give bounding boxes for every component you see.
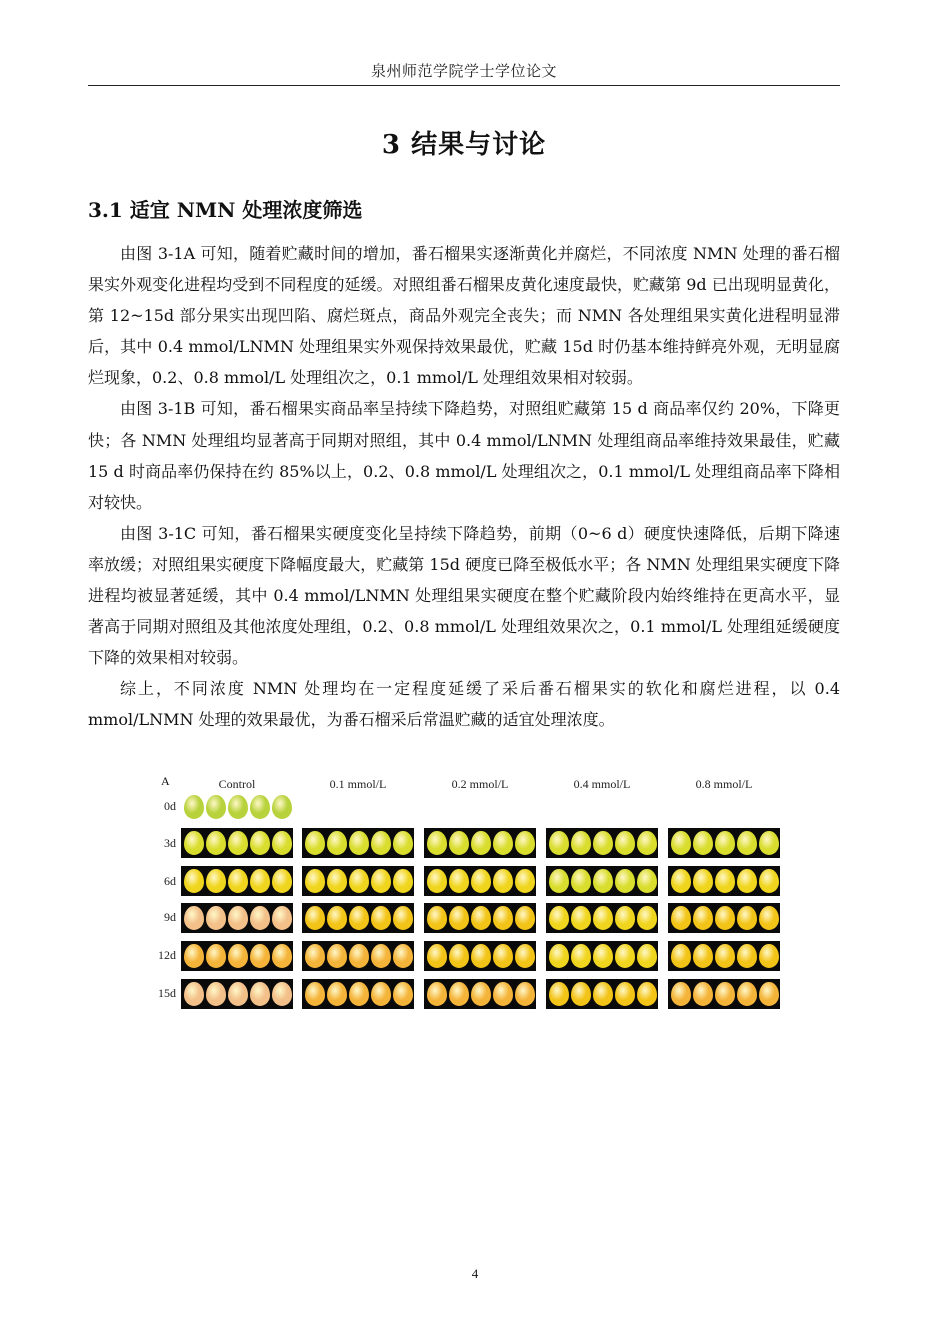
guava-fruit xyxy=(493,831,513,855)
guava-fruit xyxy=(184,795,204,819)
fruit-photo xyxy=(424,828,536,858)
guava-fruit xyxy=(184,906,204,930)
row-label: 15d xyxy=(158,986,176,1000)
guava-fruit xyxy=(305,869,325,893)
fruit-photo xyxy=(302,941,414,971)
guava-fruit xyxy=(615,869,635,893)
guava-fruit xyxy=(449,906,469,930)
column-label: Control xyxy=(218,777,256,791)
fruit-photo xyxy=(181,979,293,1009)
guava-fruit xyxy=(327,906,347,930)
guava-fruit xyxy=(206,831,226,855)
guava-fruit xyxy=(737,944,757,968)
guava-fruit xyxy=(571,944,591,968)
guava-fruit xyxy=(427,831,447,855)
guava-fruit xyxy=(371,831,391,855)
guava-fruit xyxy=(427,906,447,930)
guava-fruit xyxy=(206,795,226,819)
guava-fruit xyxy=(737,982,757,1006)
guava-fruit xyxy=(250,982,270,1006)
guava-fruit xyxy=(471,869,491,893)
fruit-photo xyxy=(181,792,293,822)
guava-fruit xyxy=(615,831,635,855)
guava-fruit xyxy=(571,906,591,930)
fruit-photo xyxy=(181,866,293,896)
guava-fruit xyxy=(615,906,635,930)
guava-fruit xyxy=(737,831,757,855)
guava-fruit xyxy=(693,906,713,930)
guava-fruit xyxy=(449,944,469,968)
fruit-photo xyxy=(181,828,293,858)
guava-fruit xyxy=(272,944,292,968)
fruit-photo xyxy=(181,941,293,971)
guava-fruit xyxy=(693,869,713,893)
guava-fruit xyxy=(715,906,735,930)
guava-fruit xyxy=(206,944,226,968)
guava-fruit xyxy=(637,906,657,930)
fruit-photo xyxy=(668,941,780,971)
fruit-photo xyxy=(302,866,414,896)
guava-fruit xyxy=(349,831,369,855)
guava-fruit xyxy=(393,944,413,968)
guava-fruit xyxy=(549,944,569,968)
fruit-photo xyxy=(546,903,658,933)
guava-fruit xyxy=(515,869,535,893)
guava-fruit xyxy=(715,982,735,1006)
row-label: 9d xyxy=(164,910,176,924)
guava-fruit xyxy=(449,831,469,855)
guava-fruit xyxy=(305,906,325,930)
guava-fruit xyxy=(327,831,347,855)
body-text xyxy=(88,238,840,736)
guava-fruit xyxy=(427,982,447,1006)
guava-fruit xyxy=(593,906,613,930)
guava-appearance-figure xyxy=(150,772,790,1017)
paragraph-4: 综上，不同浓度 NMN 处理均在一定程度延缓了采后番石榴果实的软化和腐烂进程，以 0.4 mmol/LNMN 处理的效果最优，为番石榴采后常温贮藏的适宜处理浓度。 xyxy=(88,679,840,730)
paragraph-2: 由图 3-1B 可知，番石榴果实商品率呈持续下降趋势，对照组贮藏第 15 d 商品率仅约 20%，下降更快；各 NMN 处理组均显著高于同期对照组，其中 0.4 mmol/LNMN 处理组商品率维持效果最佳，贮藏 15 d 时商品率仍保持在约 85%以上，0.2、0.8 mmol/L 处理组次之，0.1 mmol/L 处理组商品率下降相对较快。 xyxy=(88,399,840,512)
fruit-photo xyxy=(546,979,658,1009)
guava-fruit xyxy=(715,831,735,855)
fruit-photo xyxy=(424,941,536,971)
fruit-photo xyxy=(302,903,414,933)
guava-fruit xyxy=(228,869,248,893)
guava-fruit xyxy=(427,944,447,968)
guava-fruit xyxy=(250,906,270,930)
guava-fruit xyxy=(737,869,757,893)
guava-fruit xyxy=(693,944,713,968)
guava-fruit xyxy=(206,982,226,1006)
guava-fruit xyxy=(471,906,491,930)
guava-fruit xyxy=(272,982,292,1006)
guava-fruit xyxy=(393,982,413,1006)
guava-fruit xyxy=(493,869,513,893)
guava-fruit xyxy=(671,869,691,893)
guava-fruit xyxy=(515,982,535,1006)
guava-fruit xyxy=(371,982,391,1006)
guava-fruit xyxy=(715,869,735,893)
guava-fruit xyxy=(228,795,248,819)
fruit-photo xyxy=(546,828,658,858)
guava-fruit xyxy=(471,831,491,855)
header-rule xyxy=(88,85,840,86)
guava-fruit xyxy=(349,869,369,893)
guava-fruit xyxy=(759,831,779,855)
fruit-photo xyxy=(302,828,414,858)
guava-fruit xyxy=(371,906,391,930)
guava-fruit xyxy=(206,869,226,893)
guava-fruit xyxy=(349,944,369,968)
fruit-photo xyxy=(668,903,780,933)
guava-fruit xyxy=(228,831,248,855)
guava-fruit xyxy=(593,944,613,968)
guava-fruit xyxy=(305,982,325,1006)
guava-fruit xyxy=(593,982,613,1006)
guava-fruit xyxy=(693,982,713,1006)
fruit-photo xyxy=(546,866,658,896)
section-title: 3.1 适宜 NMN 处理浓度筛选 xyxy=(88,198,363,222)
guava-fruit xyxy=(571,982,591,1006)
guava-fruit xyxy=(449,982,469,1006)
guava-fruit xyxy=(228,906,248,930)
guava-fruit xyxy=(305,944,325,968)
guava-fruit xyxy=(515,906,535,930)
guava-fruit xyxy=(671,982,691,1006)
guava-fruit xyxy=(371,869,391,893)
guava-fruit xyxy=(393,831,413,855)
row-label: 3d xyxy=(164,836,176,850)
column-label: 0.1 mmol/L xyxy=(329,777,387,791)
guava-fruit xyxy=(493,944,513,968)
row-label: 12d xyxy=(158,948,176,962)
guava-fruit xyxy=(493,906,513,930)
guava-fruit xyxy=(272,795,292,819)
guava-fruit xyxy=(671,906,691,930)
guava-fruit xyxy=(371,944,391,968)
guava-fruit xyxy=(759,982,779,1006)
guava-fruit xyxy=(737,906,757,930)
guava-fruit xyxy=(272,906,292,930)
paragraph-3: 由图 3-1C 可知，番石榴果实硬度变化呈持续下降趋势，前期（0~6 d）硬度快速降低，后期下降速率放缓；对照组果实硬度下降幅度最大，贮藏第 15d 硬度已降至极低水平；各 NMN 处理组果实硬度下降进程均被显著延缓，其中 0.4 mmol/LNMN 处理组果实硬度在整个贮藏阶段内始终维持在更高水平，显著高于同期对照组及其他浓度处理组，0.2、0.8 mmol/L 处理组效果次之，0.1 mmol/L 处理组延缓硬度下降的效果相对较弱。 xyxy=(88,523,840,668)
column-label: 0.2 mmol/L xyxy=(451,777,509,791)
guava-fruit xyxy=(449,869,469,893)
guava-fruit xyxy=(571,831,591,855)
running-header: 泉州师范学院学士学位论文 xyxy=(370,62,557,80)
guava-fruit xyxy=(515,831,535,855)
guava-fruit xyxy=(759,869,779,893)
guava-fruit xyxy=(637,944,657,968)
page-number: 4 xyxy=(471,1266,479,1281)
fruit-photo xyxy=(668,828,780,858)
guava-fruit xyxy=(671,944,691,968)
row-label: 0d xyxy=(164,799,176,813)
fruit-photo xyxy=(181,903,293,933)
guava-fruit xyxy=(471,982,491,1006)
guava-fruit xyxy=(759,944,779,968)
guava-fruit xyxy=(427,869,447,893)
guava-fruit xyxy=(184,982,204,1006)
guava-fruit xyxy=(250,795,270,819)
guava-fruit xyxy=(615,944,635,968)
row-label: 6d xyxy=(164,874,176,888)
fruit-photo xyxy=(668,866,780,896)
guava-fruit xyxy=(515,944,535,968)
paragraph-1: 由图 3-1A 可知，随着贮藏时间的增加，番石榴果实逐渐黄化并腐烂，不同浓度 NMN 处理的番石榴果实外观变化进程均受到不同程度的延缓。对照组番石榴果皮黄化速度最快，贮藏第 9d 已出现明显黄化，第 12~15d 部分果实出现凹陷、腐烂斑点，商品外观完全丧失；而 NMN 各处理组果实黄化进程明显滞后，其中 0.4 mmol/LNMN 处理组果实外观保持效果最优，贮藏 15d 时仍基本维持鲜亮外观，无明显腐烂现象，0.2、0.8 mmol/L 处理组次之，0.1 mmol/L 处理组效果相对较弱。 xyxy=(88,244,840,388)
column-label: 0.8 mmol/L xyxy=(695,777,753,791)
guava-fruit xyxy=(393,869,413,893)
guava-fruit xyxy=(593,831,613,855)
fruit-photo xyxy=(668,979,780,1009)
guava-fruit xyxy=(228,982,248,1006)
guava-fruit xyxy=(250,831,270,855)
guava-fruit xyxy=(693,831,713,855)
guava-fruit xyxy=(349,982,369,1006)
guava-fruit xyxy=(327,982,347,1006)
fruit-photo xyxy=(424,866,536,896)
fruit-photo xyxy=(546,941,658,971)
guava-fruit xyxy=(759,906,779,930)
guava-fruit xyxy=(349,906,369,930)
guava-fruit xyxy=(305,831,325,855)
guava-fruit xyxy=(327,869,347,893)
guava-fruit xyxy=(184,944,204,968)
guava-fruit xyxy=(671,831,691,855)
guava-fruit xyxy=(637,869,657,893)
guava-fruit xyxy=(637,982,657,1006)
guava-fruit xyxy=(637,831,657,855)
guava-fruit xyxy=(471,944,491,968)
fruit-photo xyxy=(302,979,414,1009)
guava-fruit xyxy=(184,831,204,855)
guava-fruit xyxy=(615,982,635,1006)
guava-fruit xyxy=(184,869,204,893)
fruit-photo xyxy=(424,979,536,1009)
guava-fruit xyxy=(250,944,270,968)
chapter-title: 3 结果与讨论 xyxy=(381,130,547,160)
fruit-photo xyxy=(424,903,536,933)
guava-fruit xyxy=(206,906,226,930)
guava-fruit xyxy=(327,944,347,968)
guava-fruit xyxy=(228,944,248,968)
guava-fruit xyxy=(250,869,270,893)
guava-fruit xyxy=(715,944,735,968)
guava-fruit xyxy=(549,869,569,893)
guava-fruit xyxy=(549,906,569,930)
guava-fruit xyxy=(593,869,613,893)
guava-fruit xyxy=(393,906,413,930)
guava-fruit xyxy=(571,869,591,893)
guava-fruit xyxy=(272,869,292,893)
column-label: 0.4 mmol/L xyxy=(573,777,631,791)
figure-panel-label: A xyxy=(161,774,170,788)
guava-fruit xyxy=(549,831,569,855)
guava-fruit xyxy=(549,982,569,1006)
guava-fruit xyxy=(493,982,513,1006)
guava-fruit xyxy=(272,831,292,855)
